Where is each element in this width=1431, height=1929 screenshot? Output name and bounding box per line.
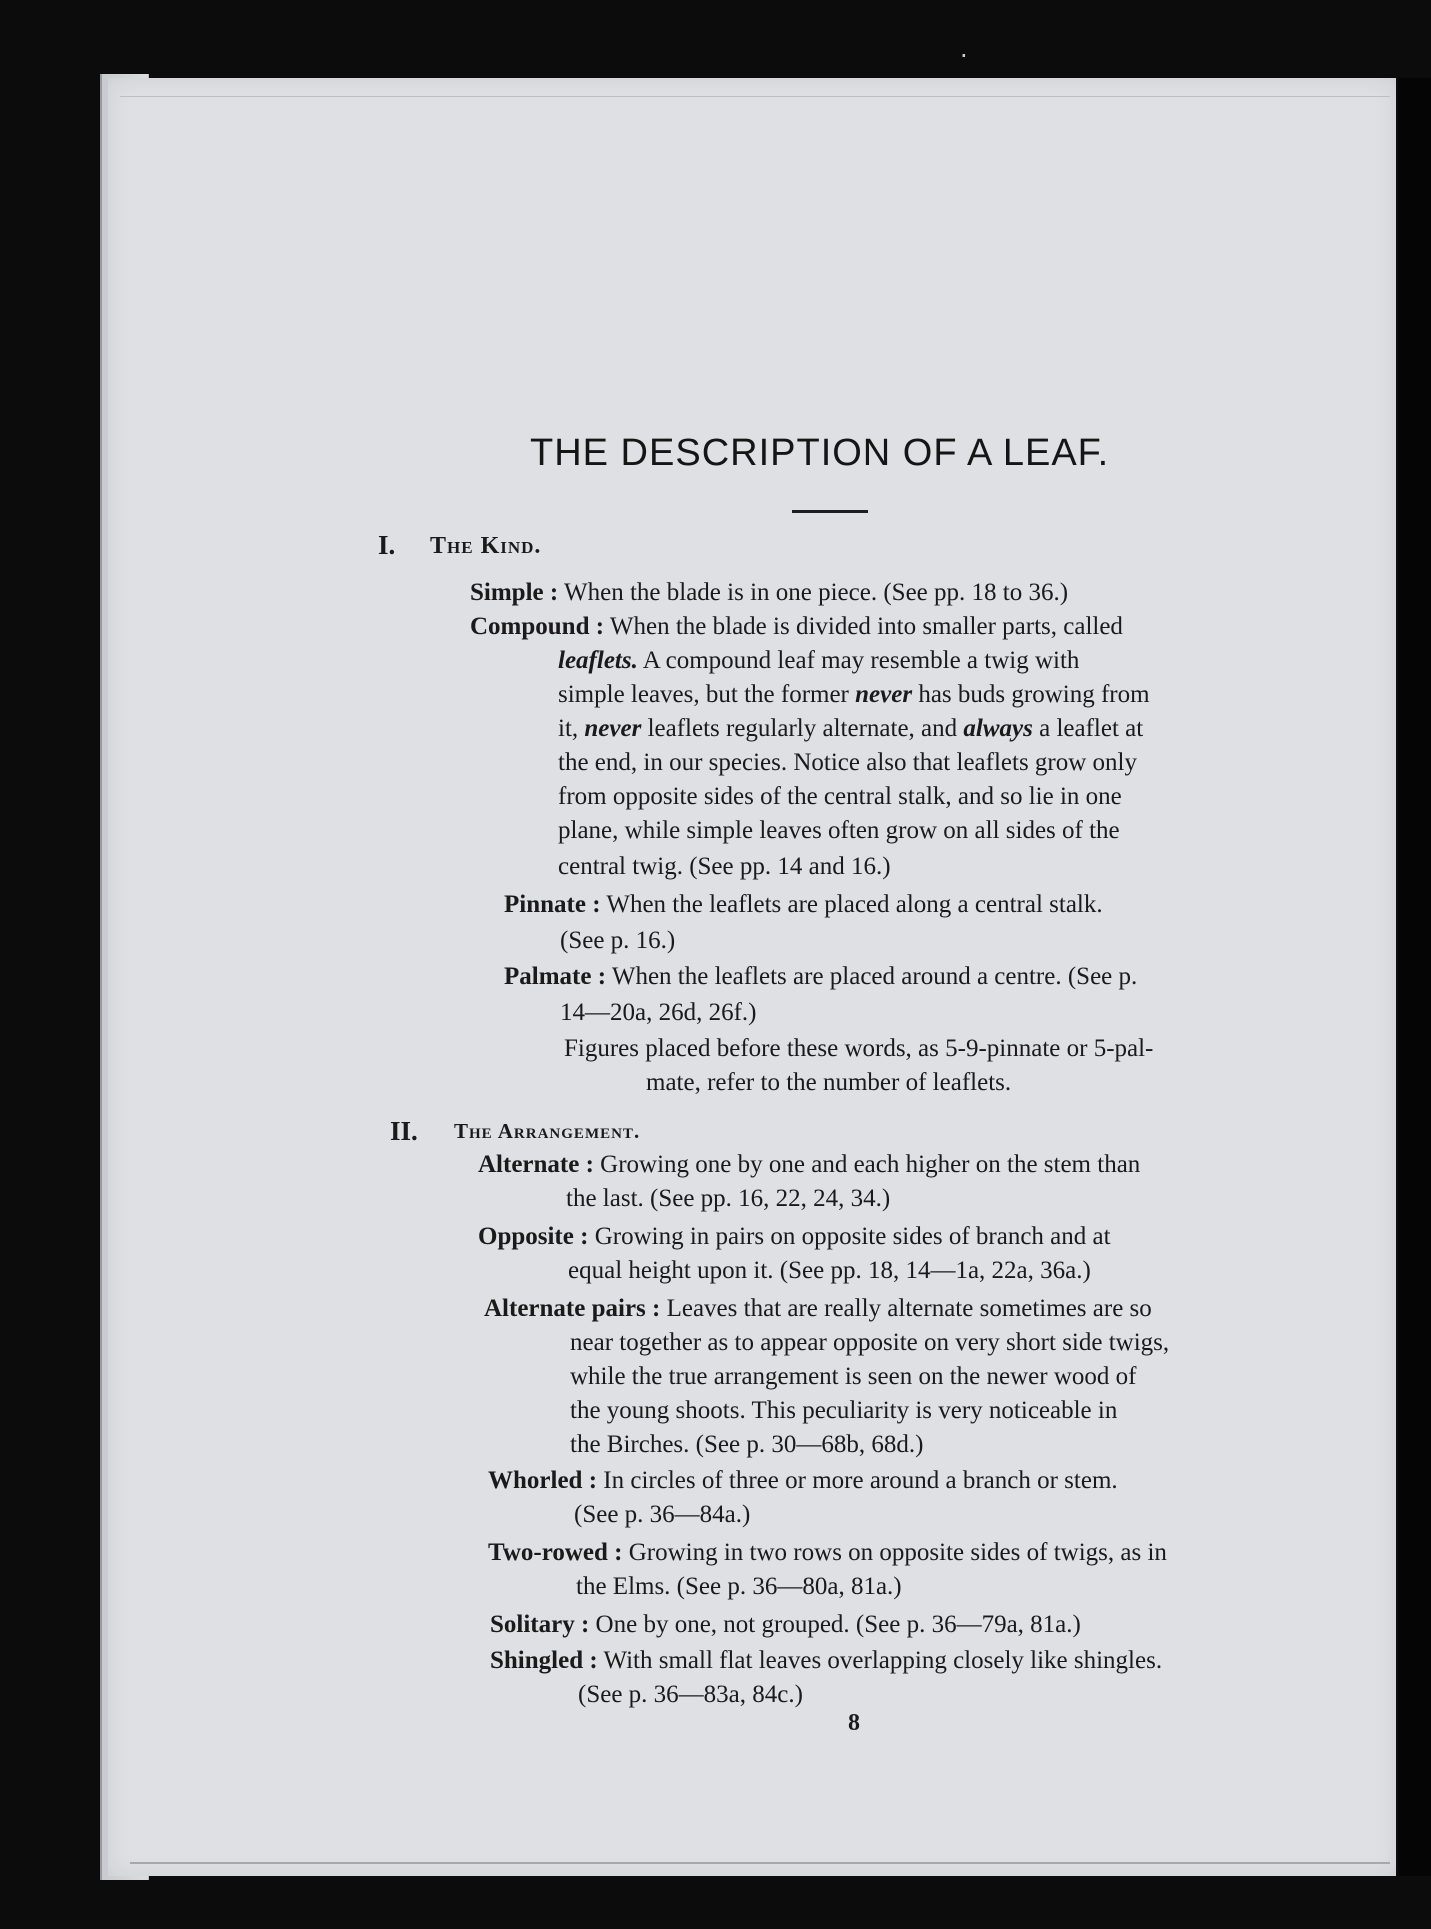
alternate-pairs-line-3: while the true arrangement is seen on the newer wood of: [570, 1363, 1137, 1390]
pinnate-text: When the leaflets are placed along a central stalk.: [606, 891, 1103, 918]
two-rowed-text: Growing in two rows on opposite sides of twigs, as in: [628, 1539, 1167, 1566]
alternate-line-2: the last. (See pp. 16, 22, 24, 34.): [566, 1185, 891, 1212]
palmate-entry: [504, 962, 1137, 992]
page-title: THE DESCRIPTION OF A LEAF.: [530, 432, 1110, 474]
compound-line-8: central twig. (See pp. 14 and 16.): [558, 853, 891, 880]
emphasis-leaflets: leaflets.: [558, 647, 638, 674]
two-rowed-line-2: the Elms. (See p. 36—80a, 81a.): [576, 1573, 902, 1600]
term-alternate-pairs: Alternate pairs :: [484, 1295, 661, 1322]
figures-line-1: Figures placed before these words, as 5-9-pinnate or 5-pal-: [564, 1035, 1154, 1062]
scan-artifact: ·: [960, 42, 968, 70]
whorled-line-2: (See p. 36—84a.): [574, 1501, 751, 1528]
alternate-pairs-line-5: the Birches. (See p. 30—68b, 68d.): [570, 1431, 924, 1458]
alternate-pairs-text: Leaves that are really alternate sometimes are so: [666, 1295, 1152, 1322]
compound-entry-line-1: [470, 612, 1123, 642]
compound-line-text: simple leaves, but the former: [558, 681, 856, 708]
palmate-line-2: 14—20a, 26d, 26f.): [560, 999, 757, 1026]
pinnate-entry: [504, 890, 1103, 920]
palmate-text: When the leaflets are placed around a centre. (See p.: [611, 963, 1138, 990]
compound-line: When the blade is divided into smaller parts, called: [609, 613, 1123, 640]
scan-border-right: [1398, 78, 1431, 1876]
term-compound: Compound :: [470, 613, 605, 640]
compound-line-text: A compound leaf may resemble a twig with: [637, 647, 1080, 674]
section-2-numeral: II.: [390, 1116, 418, 1146]
two-rowed-entry: [488, 1538, 1167, 1568]
compound-line-6: from opposite sides of the central stalk, and so lie in one: [558, 783, 1122, 810]
solitary-text: One by one, not grouped. (See p. 36—79a, 81a.): [595, 1611, 1081, 1638]
section-1-numeral: I.: [378, 530, 396, 560]
alternate-pairs-entry: [484, 1294, 1152, 1324]
section-2-heading: The Arrangement.: [454, 1119, 641, 1143]
term-pinnate: Pinnate :: [504, 891, 601, 918]
title-rule: [792, 510, 868, 513]
term-solitary: Solitary :: [490, 1611, 590, 1638]
term-simple: Simple :: [470, 579, 559, 606]
compound-line-text: has buds growing from: [912, 681, 1150, 708]
alternate-text: Growing one by one and each higher on the stem than: [600, 1151, 1141, 1178]
alternate-entry: [478, 1150, 1140, 1180]
pinnate-line-2: (See p. 16.): [560, 927, 676, 954]
section-1-heading: The Kind.: [430, 533, 542, 559]
emphasis-never: never: [855, 681, 913, 708]
figures-line-2: mate, refer to the number of leaflets.: [646, 1069, 1012, 1096]
term-alternate: Alternate :: [478, 1151, 594, 1178]
compound-line-5: the end, in our species. Notice also that leaflets grow only: [558, 749, 1138, 776]
compound-line-text: leaflets regularly alternate, and: [641, 715, 964, 742]
whorled-entry: [488, 1466, 1118, 1496]
compound-line-3: [558, 680, 1150, 710]
compound-line-2: [558, 646, 1079, 676]
simple-text: When the blade is in one piece. (See pp. 18 to 36.): [564, 579, 1069, 606]
whorled-text: In circles of three or more around a branch or stem.: [603, 1467, 1118, 1494]
page-edge-bottom: [130, 1862, 1390, 1864]
emphasis-always: always: [963, 715, 1033, 742]
compound-line-4: [558, 714, 1143, 744]
alternate-pairs-line-4: the young shoots. This peculiarity is very noticeable in: [570, 1397, 1118, 1424]
simple-entry: [470, 578, 1068, 608]
page-edge-top: [120, 82, 1390, 97]
opposite-entry: [478, 1222, 1111, 1252]
compound-line-7: plane, while simple leaves often grow on all sides of the: [558, 817, 1120, 844]
term-whorled: Whorled :: [488, 1467, 598, 1494]
opposite-line-2: equal height upon it. (See pp. 18, 14—1a, 22a, 36a.): [568, 1257, 1091, 1284]
opposite-text: Growing in pairs on opposite sides of branch and at: [594, 1223, 1111, 1250]
solitary-entry: [490, 1610, 1081, 1640]
compound-line-text: a leaflet at: [1032, 715, 1144, 742]
term-two-rowed: Two-rowed :: [488, 1539, 623, 1566]
compound-line-text: it,: [558, 715, 585, 742]
emphasis-never: never: [584, 715, 642, 742]
shingled-line-2: (See p. 36—83a, 84c.): [578, 1681, 803, 1708]
shingled-entry: [490, 1646, 1162, 1676]
term-opposite: Opposite :: [478, 1223, 589, 1250]
page-number: 8: [848, 1710, 860, 1736]
shingled-text: With small flat leaves overlapping closely like shingles.: [603, 1647, 1163, 1674]
term-shingled: Shingled :: [490, 1647, 598, 1674]
term-palmate: Palmate :: [504, 963, 607, 990]
alternate-pairs-line-2: near together as to appear opposite on very short side twigs,: [570, 1329, 1170, 1356]
